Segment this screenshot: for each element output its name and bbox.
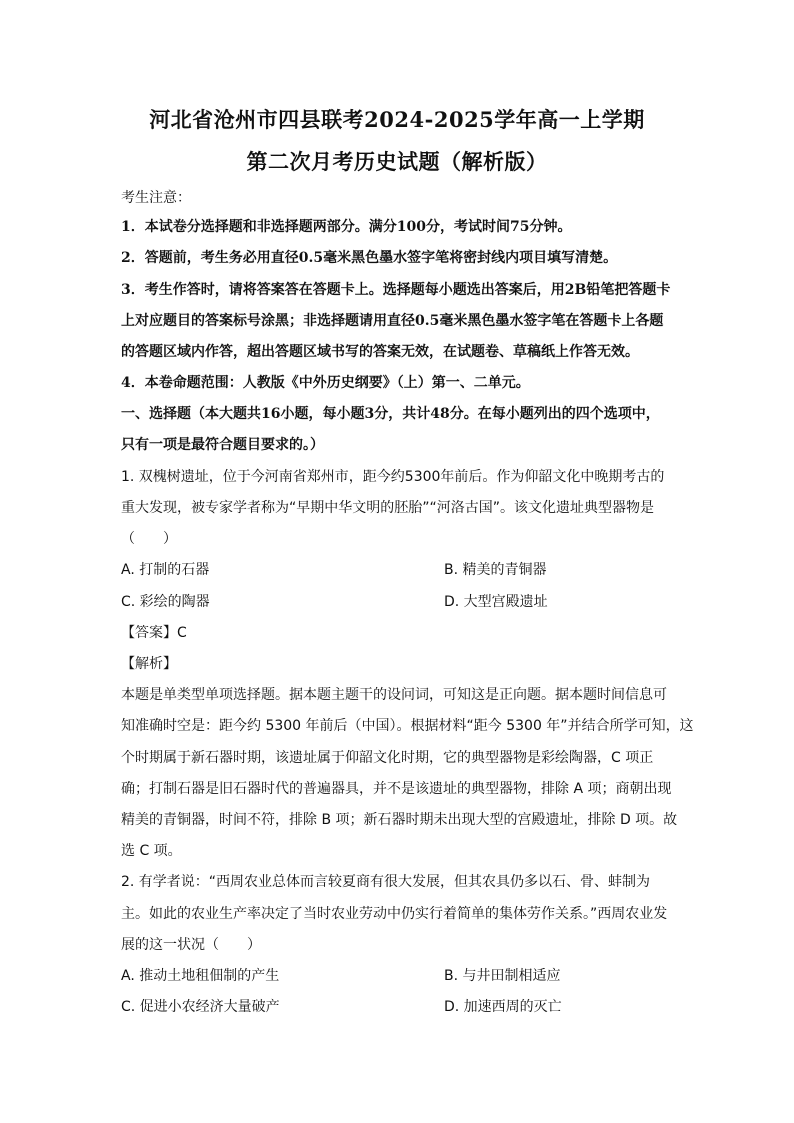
question-2-stem-cont: 主。如此的农业生产率决定了当时农业劳动中仍实行着简单的集体劳作关系。”西周农业发	[121, 906, 668, 922]
question-2-stem: 2. 有学者说：“西周农业总体而言较夏商有很大发展，但其农具仍多以石、骨、蚌制为	[121, 874, 651, 890]
question-2-option-b: B. 与井田制相适应	[444, 968, 561, 984]
notice-item-1: 1．本试卷分选择题和非选择题两部分。满分100分，考试时间75分钟。	[121, 219, 572, 235]
question-1-stem: 1. 双槐树遗址，位于今河南省郑州市，距今约5300年前后。作为仰韶文化中晚期考古的	[121, 469, 665, 485]
question-1-blank: （ ）	[121, 531, 177, 547]
notice-item-3: 3．考生作答时，请将答案答在答题卡上。选择题每小题选出答案后，用2B铅笔把答题卡	[121, 282, 671, 298]
page-title-line2: 第二次月考历史试题（解析版）	[246, 149, 548, 174]
section-heading-cont: 只有一项是最符合题目要求的。）	[121, 437, 324, 453]
question-2-option-d: D. 加速西周的灭亡	[444, 999, 562, 1015]
page-title-line1: 河北省沧州市四县联考2024-2025学年高一上学期	[149, 107, 645, 132]
question-1-option-b: B. 精美的青铜器	[444, 562, 547, 578]
question-1-answer: 【答案】C	[121, 625, 187, 641]
notice-item-3-cont1: 上对应题目的答案标号涂黑；非选择题请用直径0.5毫米黑色墨水签字笔在答题卡上各题	[121, 313, 664, 329]
question-1-analysis-line: 确；打制石器是旧石器时代的普遍器具，并不是该遗址的典型器物，排除 A 项；商朝出现	[121, 781, 672, 797]
question-1-analysis-line: 知准确时空是：距今约 5300 年前后（中国）。根据材料“距今 5300 年”并结合所学可知，这	[121, 718, 694, 734]
notice-item-3-cont2: 的答题区域内作答，超出答题区域书写的答案无效，在试题卷、草稿纸上作答无效。	[121, 344, 639, 360]
notice-item-4: 4．本卷命题范围：人教版《中外历史纲要》（上）第一、二单元。	[121, 375, 530, 391]
question-2-stem-cont: 展的这一状况（ ）	[121, 937, 261, 953]
question-1-analysis-label: 【解析】	[121, 656, 177, 672]
question-1-option-c: C. 彩绘的陶器	[121, 594, 210, 610]
question-2-option-c: C. 促进小农经济大量破产	[121, 999, 280, 1015]
notice-item-2: 2．答题前，考生务必用直径0.5毫米黑色墨水签字笔将密封线内项目填写清楚。	[121, 250, 618, 266]
section-heading: 一、选择题（本大题共16小题，每小题3分，共计48分。在每小题列出的四个选项中，	[121, 406, 660, 422]
notice-heading: 考生注意：	[121, 190, 191, 206]
question-1-option-a: A. 打制的石器	[121, 562, 210, 578]
question-1-stem-cont: 重大发现，被专家学者称为“早期中华文明的胚胎”“河洛古国”。该文化遗址典型器物是	[121, 500, 655, 516]
question-1-analysis-line: 精美的青铜器，时间不符，排除 B 项；新石器时期未出现大型的宫殿遗址，排除 D 项。故	[121, 812, 678, 828]
question-2-option-a: A. 推动土地租佃制的产生	[121, 968, 280, 984]
question-1-option-d: D. 大型宫殿遗址	[444, 594, 548, 610]
question-1-analysis-line: 选 C 项。	[121, 843, 182, 859]
question-1-analysis-line: 本题是单类型单项选择题。据本题主题干的设问词，可知这是正向题。据本题时间信息可	[121, 687, 667, 703]
question-1-analysis-line: 个时期属于新石器时期，该遗址属于仰韶文化时期，它的典型器物是彩绘陶器，C 项正	[121, 750, 654, 766]
